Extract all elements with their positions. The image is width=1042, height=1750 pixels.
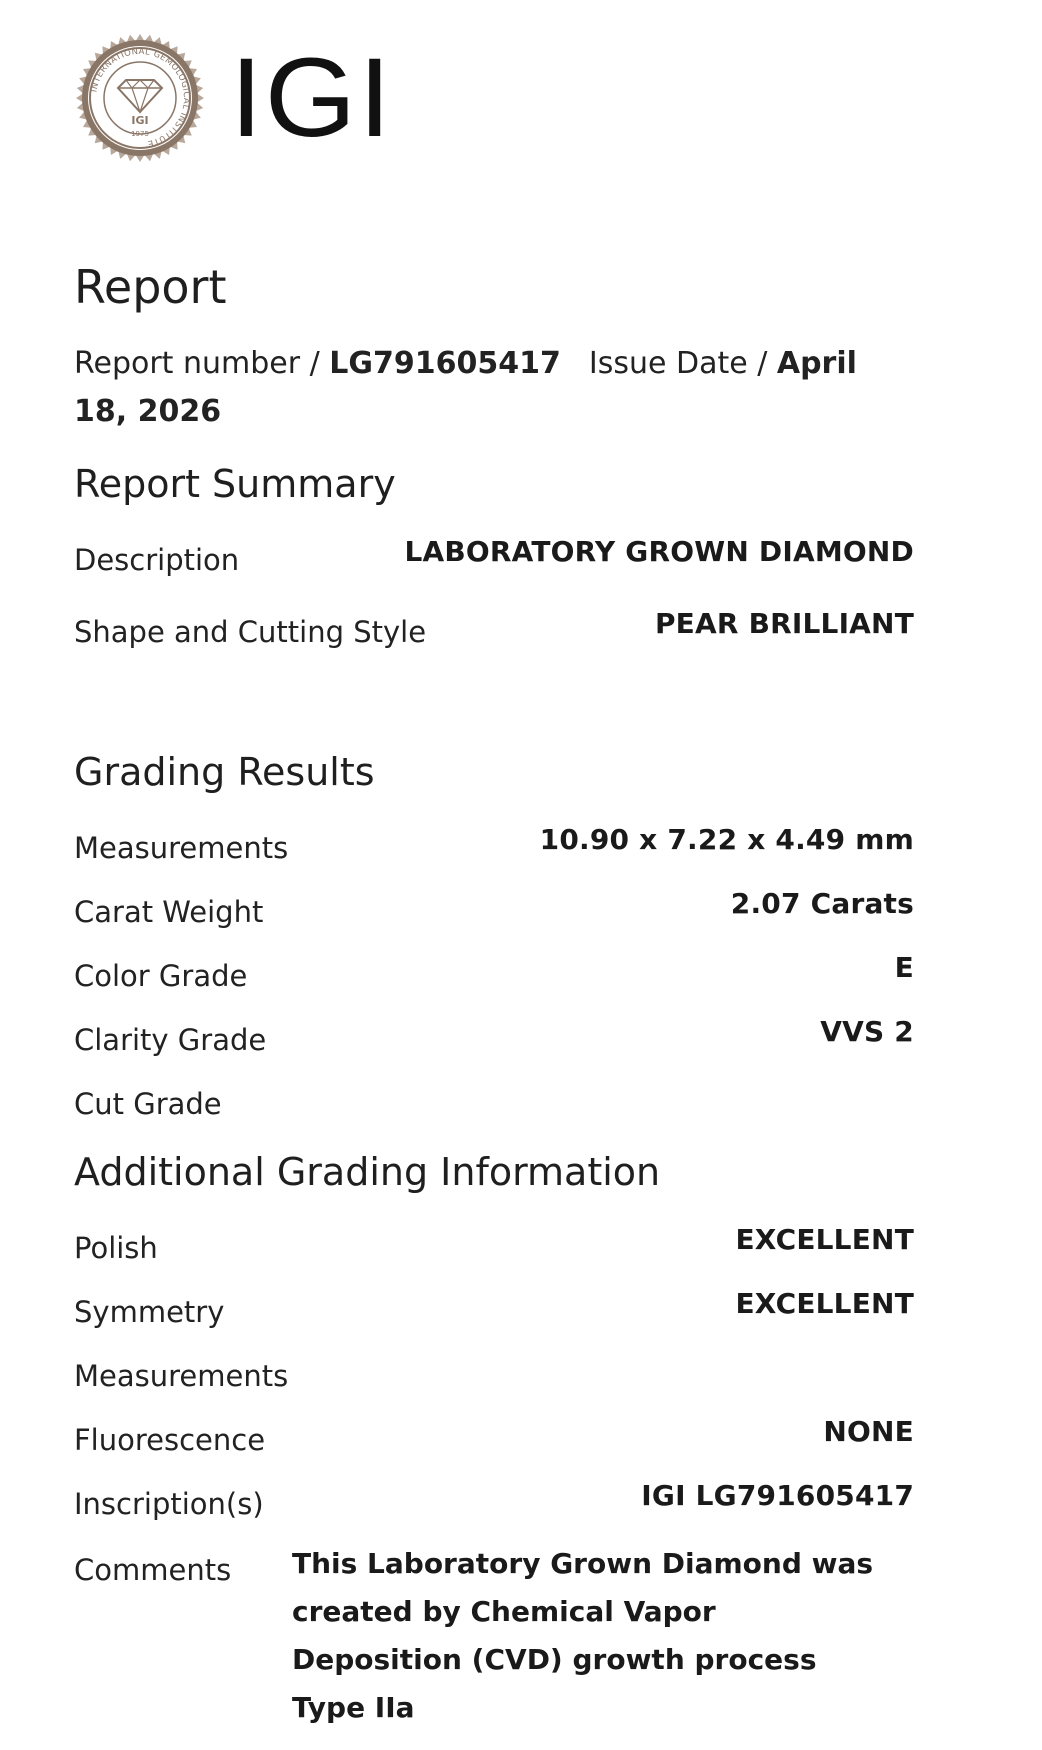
summary-row-shape xyxy=(74,607,914,652)
issue-date-label: Issue Date / xyxy=(588,346,777,381)
row-value: IGI LG791605417 xyxy=(641,1479,914,1512)
row-label: Color Grade xyxy=(74,959,248,993)
igi-wordmark: IGI xyxy=(230,35,394,160)
additional-row-measurements xyxy=(74,1356,914,1396)
row-value: 10.90 x 7.22 x 4.49 mm xyxy=(539,823,914,856)
grading-row-carat xyxy=(74,887,914,932)
additional-row-polish xyxy=(74,1223,914,1268)
row-label: Inscription(s) xyxy=(74,1487,264,1521)
additional-row-inscription xyxy=(74,1479,914,1524)
grading-results-title: Grading Results xyxy=(74,750,375,794)
row-value: E xyxy=(894,951,914,984)
row-value: NONE xyxy=(823,1415,914,1448)
grading-row-color xyxy=(74,951,914,996)
additional-row-fluorescence xyxy=(74,1415,914,1460)
logo-row xyxy=(74,32,394,164)
igi-seal-logo xyxy=(74,32,206,164)
comments-label: Comments xyxy=(74,1553,232,1587)
additional-row-symmetry xyxy=(74,1287,914,1332)
row-label: Carat Weight xyxy=(74,895,264,929)
grading-row-clarity xyxy=(74,1015,914,1060)
row-value: 2.07 Carats xyxy=(730,887,914,920)
summary-row-description xyxy=(74,535,914,580)
row-value: EXCELLENT xyxy=(735,1223,914,1256)
comments-value: This Laboratory Grown Diamond was created by Chemical Vapor Deposition (CVD) growth process Type IIa xyxy=(292,1547,874,1724)
grading-row-measurements xyxy=(74,823,914,868)
row-label: Cut Grade xyxy=(74,1087,222,1121)
row-value: LABORATORY GROWN DIAMOND xyxy=(404,535,914,568)
page-title: Report xyxy=(74,260,227,314)
row-value: EXCELLENT xyxy=(735,1287,914,1320)
grading-row-cut xyxy=(74,1084,914,1124)
seal-year: 1975 xyxy=(131,130,149,138)
row-label: Shape and Cutting Style xyxy=(74,615,427,649)
seal-center-text: IGI xyxy=(131,114,149,127)
additional-grading-title: Additional Grading Information xyxy=(74,1150,661,1194)
row-label: Measurements xyxy=(74,1359,289,1393)
row-label: Measurements xyxy=(74,831,289,865)
issue-date-value: April 18, 2026 xyxy=(74,346,857,429)
row-label: Clarity Grade xyxy=(74,1023,267,1057)
seal-arc-text: INTERNATIONAL GEMOLOGICAL INSTITUTE xyxy=(89,46,192,149)
row-label: Polish xyxy=(74,1231,158,1265)
row-label: Symmetry xyxy=(74,1295,225,1329)
report-meta xyxy=(74,340,874,436)
row-value: PEAR BRILLIANT xyxy=(654,607,914,640)
report-number-label: Report number / xyxy=(74,346,330,381)
row-value: VVS 2 xyxy=(820,1015,914,1048)
row-label: Fluorescence xyxy=(74,1423,266,1457)
report-number-value: LG791605417 xyxy=(329,346,561,381)
row-label: Description xyxy=(74,543,240,577)
report-summary-title: Report Summary xyxy=(74,462,396,506)
